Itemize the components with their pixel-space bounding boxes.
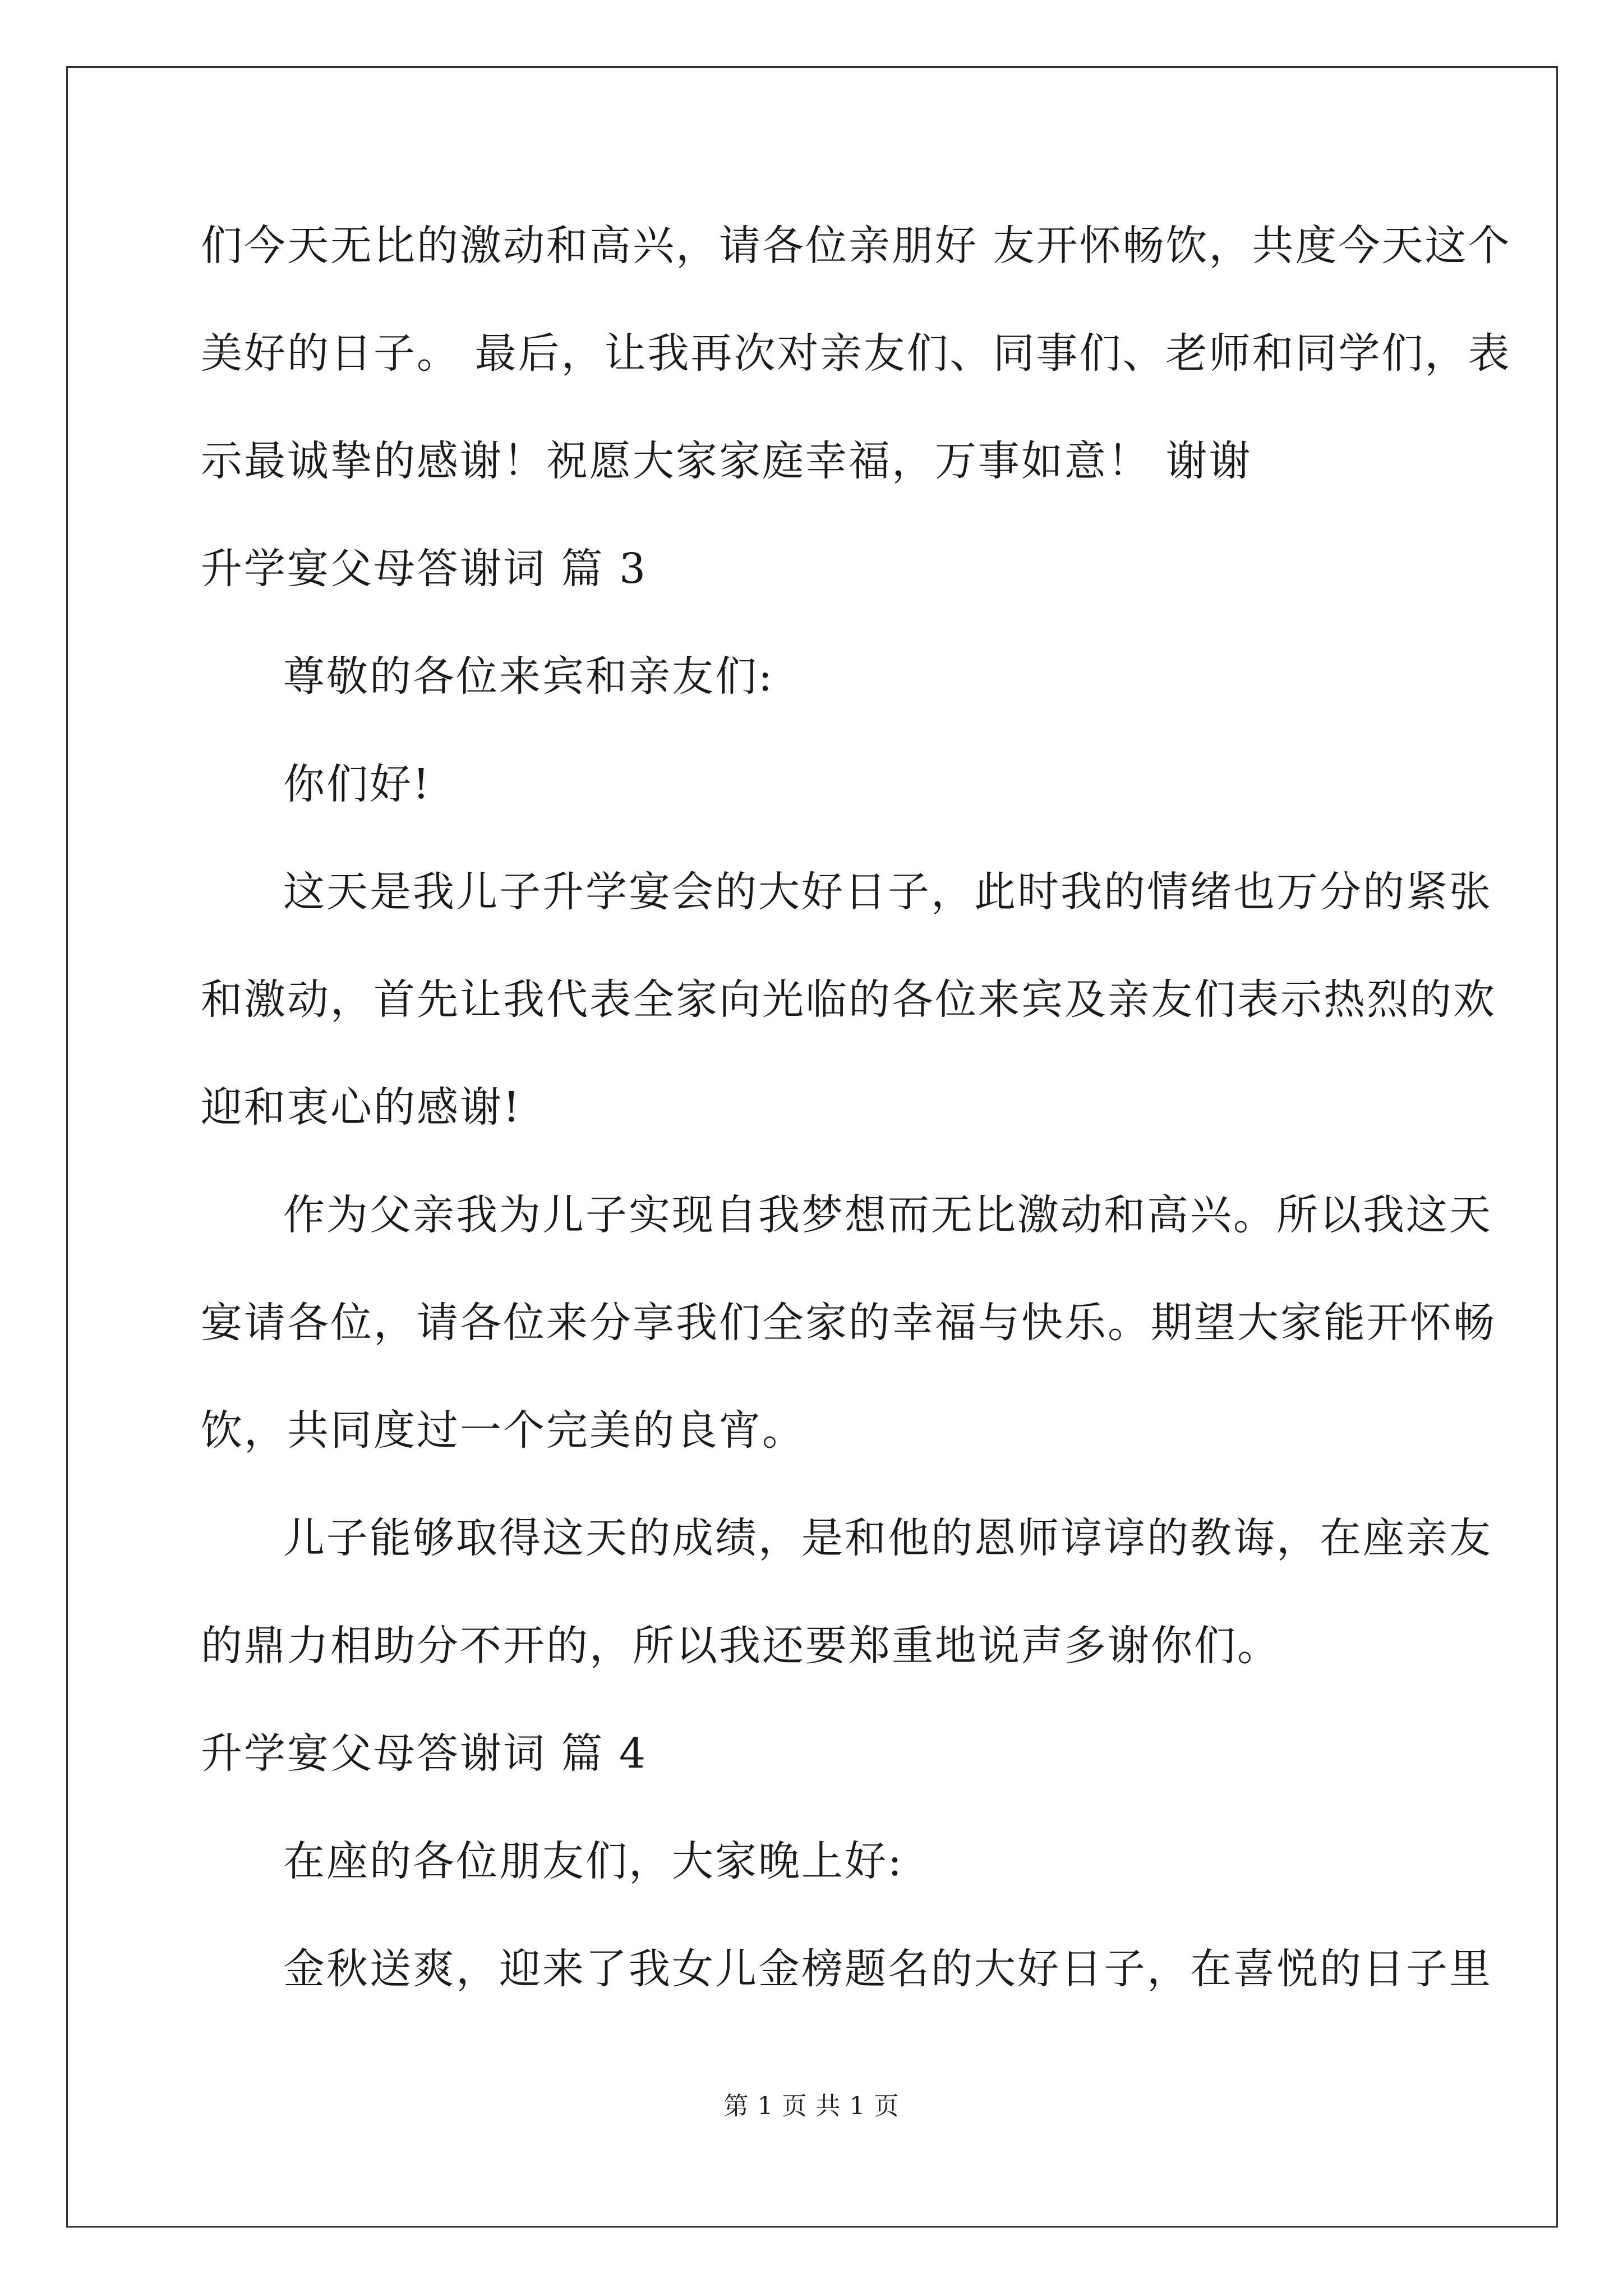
salutation: 尊敬的各位来宾和亲友们: [283, 652, 774, 701]
paragraph-line: 儿子能够取得这天的成绩，是和他的恩师谆谆的教诲，在座亲友 [283, 1514, 1492, 1562]
greeting: 你们好! [283, 760, 431, 808]
paragraph-line: 宴请各位，请各位来分享我们全家的幸福与快乐。期望大家能开怀畅 [201, 1299, 1496, 1347]
paragraph-line: 饮，共同度过一个完美的良宵。 [201, 1406, 805, 1455]
section-heading: 升学宴父母答谢词 篇 4 [201, 1729, 648, 1778]
paragraph-line: 示最诚挚的感谢！祝愿大家家庭幸福，万事如意！ 谢谢 [201, 437, 1252, 485]
section-heading: 升学宴父母答谢词 篇 3 [201, 545, 648, 593]
salutation: 在座的各位朋友们，大家晚上好: [283, 1837, 903, 1885]
paragraph-line: 金秋送爽，迎来了我女儿金榜题名的大好日子，在喜悦的日子里 [283, 1945, 1492, 1993]
paragraph-line: 们今天无比的激动和高兴，请各位亲朋好 友开怀畅饮，共度今天这个 [201, 222, 1511, 270]
paragraph-line: 迎和衷心的感谢! [201, 1083, 522, 1131]
paragraph-line: 作为父亲我为儿子实现自我梦想而无比激动和高兴。所以我这天 [283, 1191, 1492, 1239]
paragraph-line: 美好的日子。 最后，让我再次对亲友们、同事们、老师和同学们，表 [201, 329, 1511, 378]
page-border [66, 66, 1558, 2228]
page-footer: 第 1 页 共 1 页 [723, 2092, 900, 2120]
paragraph-line: 这天是我儿子升学宴会的大好日子，此时我的情绪也万分的紧张 [283, 868, 1492, 916]
paragraph-line: 的鼎力相助分不开的，所以我还要郑重地说声多谢你们。 [201, 1622, 1280, 1670]
paragraph-line: 和激动，首先让我代表全家向光临的各位来宾及亲友们表示热烈的欢 [201, 976, 1496, 1024]
